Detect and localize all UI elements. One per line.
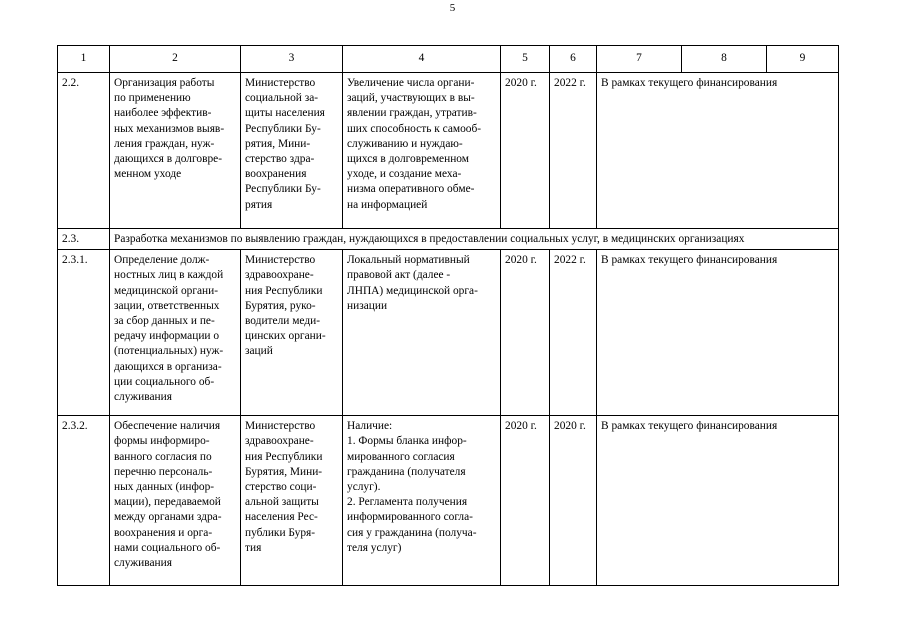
header-cell-9: 9 [767, 46, 839, 73]
financing-cell: В рамках текущего финансирования [597, 250, 839, 416]
executor-cell: Министерство социальной за- щиты населения Республики Бу- рятия, Мини- стерство здра- воохранения Республики Бу- рятия [241, 73, 343, 229]
activity-cell: Обеспечение наличия формы информиро- ванного согласия по перечню персональ- ных данных (инфор- мации), передаваемой между органами здра- воохранения и орга- нами социального об- служивания [110, 416, 241, 586]
header-cell-3: 3 [241, 46, 343, 73]
header-cell-7: 7 [597, 46, 682, 73]
header-cell-5: 5 [501, 46, 550, 73]
executor-cell: Министерство здравоохране- ния Республики Бурятия, руко- водители меди- цинских органи- заций [241, 250, 343, 416]
header-cell-6: 6 [550, 46, 597, 73]
row-number: 2.2. [58, 73, 110, 229]
start-year-cell: 2020 г. [501, 73, 550, 229]
financing-cell: В рамках текущего финансирования [597, 73, 839, 229]
end-year-cell: 2022 г. [550, 73, 597, 229]
section-row [58, 229, 839, 250]
header-cell-2: 2 [110, 46, 241, 73]
start-year-cell: 2020 г. [501, 250, 550, 416]
result-cell: Локальный нормативный правовой акт (далее - ЛНПА) медицинской орга- низации [343, 250, 501, 416]
section-title-cell: Разработка механизмов по выявлению граждан, нуждающихся в предоставлении социальных услуг, в медицинских организациях [110, 229, 839, 250]
row-number: 2.3. [58, 229, 110, 250]
table-row [58, 73, 839, 229]
activity-cell: Организация работы по применению наиболее эффектив- ных механизмов выяв- ления граждан, нуж- дающихся в долговре- менном уходе [110, 73, 241, 229]
table-row [58, 250, 839, 416]
result-cell: Увеличение числа органи- заций, участвующих в вы- явлении граждан, утратив- ших способность к самооб- служиванию и нуждаю- щихся в долговременном уходе, и создание меха- низма оперативного обме- на информацией [343, 73, 501, 229]
header-cell-8: 8 [682, 46, 767, 73]
executor-cell: Министерство здравоохране- ния Республики Бурятия, Мини- стерство соци- альной защиты населения Рес- публики Буря- тия [241, 416, 343, 586]
financing-cell: В рамках текущего финансирования [597, 416, 839, 586]
activity-cell: Определение долж- ностных лиц в каждой медицинской органи- зации, ответственных за сбор данных и пе- редачу информации о (потенциальных) нуж- дающихся в организа- ции социального об- служивания [110, 250, 241, 416]
header-cell-1: 1 [58, 46, 110, 73]
start-year-cell: 2020 г. [501, 416, 550, 586]
plan-table [57, 45, 839, 586]
header-row [58, 46, 839, 73]
page-number: 5 [449, 2, 456, 14]
result-cell: Наличие: 1. Формы бланка инфор- мированного согласия гражданина (получателя услуг). 2. Регламента получения информированного согла- сия у гражданина (получа- теля услуг) [343, 416, 501, 586]
header-cell-4: 4 [343, 46, 501, 73]
row-number: 2.3.2. [58, 416, 110, 586]
row-number: 2.3.1. [58, 250, 110, 416]
end-year-cell: 2020 г. [550, 416, 597, 586]
table-row [58, 416, 839, 586]
end-year-cell: 2022 г. [550, 250, 597, 416]
